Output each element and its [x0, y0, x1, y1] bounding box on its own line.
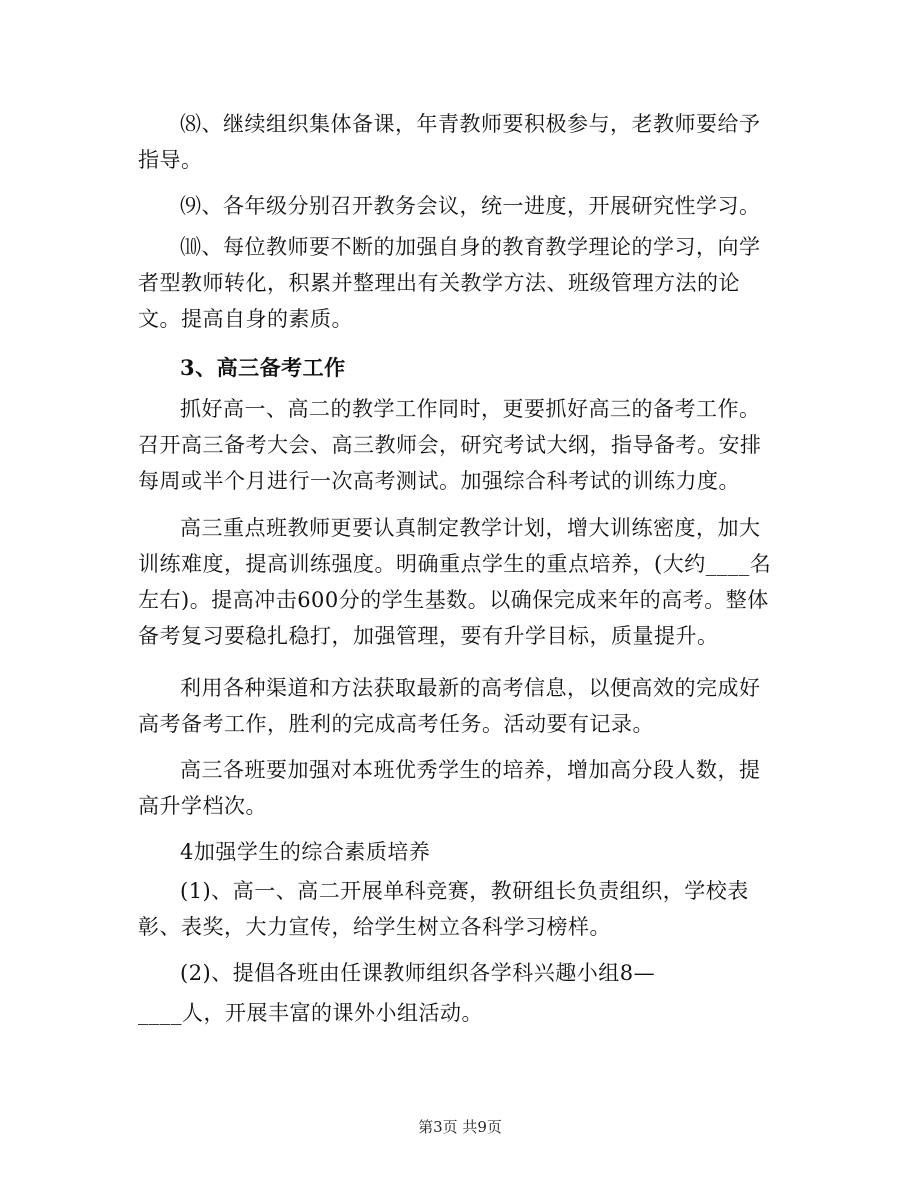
paragraph-item-8: ⑻、继续组织集体备课，年青教师要积极参与，老教师要给予指导。	[138, 112, 761, 172]
paragraph-item-9: ⑼、各年级分别召开教务会议，统一进度，开展研究性学习。	[180, 194, 761, 218]
section-heading-3: 3、高三备考工作	[180, 355, 346, 380]
section-heading-4: 4加强学生的综合素质培养	[180, 840, 431, 864]
paragraph-sub-item-2: (2)、提倡各班由任课教师组织各学科兴趣小组8—	[180, 961, 656, 985]
paragraph-sub-item-1: (1)、高一、高二开展单科竞赛，教研组长负责组织，学校表彰、表奖，大力宣传，给学生树立各科学习榜样。	[138, 879, 749, 939]
paragraph-exam-prep-1: 抓好高一、高二的教学工作同时，更要抓好高三的备考工作。召开高三备考大会、高三教师会，研究考试大纲，指导备考。安排每周或半个月进行一次高考测试。加强综合科考试的训练力度。	[138, 397, 762, 493]
paragraph-exam-prep-2: 高三重点班教师更要认真制定教学计划，增大训练密度，加大训练难度，提高训练强度。明确重点学生的重点培养，(大约____名左右)。提高冲击600分的学生基数。以确保完成来年的高考。整体备考复习要稳扎稳打，加强管理，要有升学目标，质量提升。	[138, 516, 772, 648]
paragraph-exam-prep-3: 利用各种渠道和方法获取最新的高考信息，以便高效的完成好高考备考工作，胜利的完成高考任务。活动要有记录。	[138, 676, 761, 736]
paragraph-sub-item-2-continued: ____人，开展丰富的课外小组活动。	[138, 1001, 483, 1025]
paragraph-item-10: ⑽、每位教师要不断的加强自身的教育教学理论的学习，向学者型教师转化，积累并整理出有关教学方法、班级管理方法的论文。提高自身的素质。	[138, 235, 761, 331]
paragraph-exam-prep-4: 高三各班要加强对本班优秀学生的培养，增加高分段人数，提高升学档次。	[138, 758, 761, 818]
page-number-footer: 第3页 共9页	[418, 1118, 502, 1136]
